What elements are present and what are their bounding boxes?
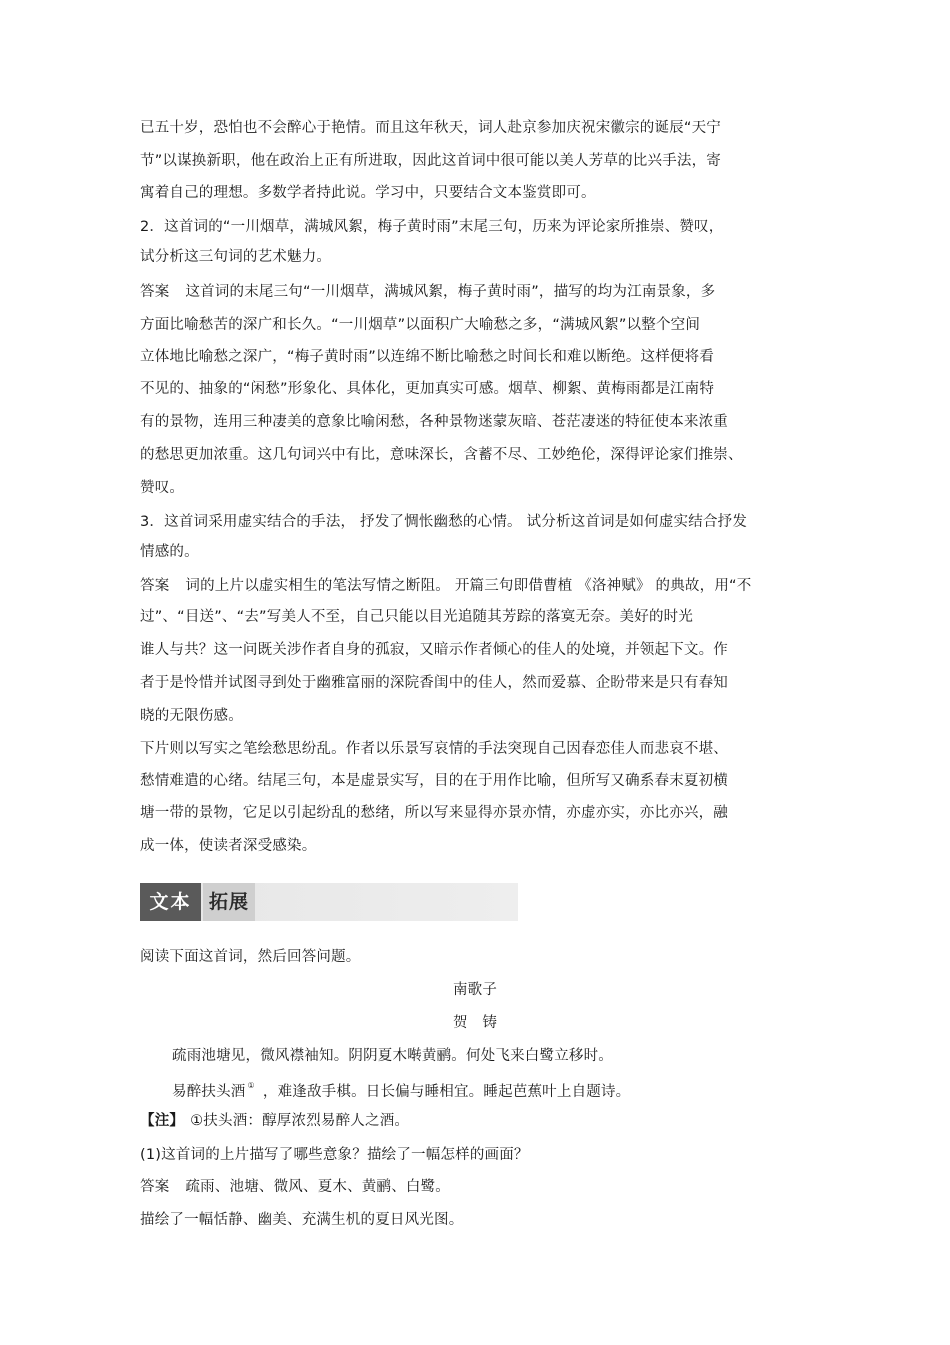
answer-1-line: 描绘了一幅恬静、幽美、充满生机的夏日风光图。 — [140, 1212, 464, 1228]
poem-text: 易醉扶头酒 — [172, 1083, 246, 1100]
answer-3-line: 下片则以写实之笔绘愁思纷乱。作者以乐景写哀情的手法突现自己因春恋佳人而悲哀不堪、 — [140, 741, 728, 757]
answer-label: 答案 — [140, 1179, 170, 1195]
answer-label: 答案 — [140, 284, 170, 300]
footnote-mark: ① — [247, 1081, 255, 1090]
answer-label: 答案 — [140, 578, 170, 594]
answer-2-line: 赞叹。 — [140, 480, 185, 496]
poem-title: 南歌子 — [452, 982, 498, 998]
poem-line: 疏雨池塘见，微风襟袖知。阴阴夏木啭黄鹂。何处飞来白鹭立移时。 — [172, 1048, 613, 1064]
question-3-line: 情感的。 — [140, 544, 199, 560]
answer-text: 这首词的末尾三句“一川烟草，满城风絮，梅子黄时雨”，描写的均为江南景象，多 — [185, 284, 716, 300]
note-tag: 【注】 — [140, 1113, 185, 1129]
banner-title-light: 拓展 — [203, 883, 255, 921]
answer-3-line: 过”、“目送”、“去”写美人不至，自己只能以目光追随其芳踪的落寞无奈。美好的时光 — [140, 609, 694, 625]
section-banner — [140, 883, 518, 921]
banner-title-dark: 文本 — [140, 883, 201, 921]
answer-2-line: 有的景物，连用三种凄美的意象比喻闲愁，各种景物迷蒙灰暗、苍茫凄迷的特征使本来浓重 — [140, 414, 728, 430]
answer-2-line: 的愁思更加浓重。这几句词兴中有比，意味深长，含蓄不尽、工妙绝伦，深得评论家们推崇、 — [140, 447, 743, 463]
answer-3-first-line — [140, 577, 751, 595]
answer-3-line: 谁人与共？这一问既关涉作者自身的孤寂，又暗示作者倾心的佳人的处境，并领起下文。作 — [140, 642, 728, 658]
answer-2-line: 立体地比喻愁之深广，“梅子黄时雨”以连绵不断比喻愁之时间长和难以断绝。这样便将看 — [140, 349, 715, 365]
poem-text: ，难逢敌手棋。日长偏与睡相宜。睡起芭蕉叶上自题诗。 — [262, 1083, 631, 1100]
answer-3-line: 成一体，使读者深受感染。 — [140, 838, 317, 854]
body-text-line: 节”以谋换新职，他在政治上正有所进取，因此这首词中很可能以美人芳草的比兴手法，寄 — [140, 153, 722, 169]
answer-2-line: 不见的、抽象的“闲愁”形象化、具体化，更加真实可感。烟草、柳絮、黄梅雨都是江南特 — [140, 381, 715, 397]
poem-author: 贺 铸 — [452, 1015, 498, 1031]
question-2-line: 2．这首词的“一川烟草，满城风絮，梅子黄时雨”末尾三句，历来为评论家所推崇、赞叹， — [140, 219, 724, 235]
poem-note — [140, 1112, 409, 1130]
answer-2-first-line — [140, 283, 715, 301]
poem-line — [172, 1079, 630, 1101]
question-2-line: 试分析这三句词的艺术魅力。 — [140, 249, 332, 265]
answer-3-line: 塘一带的景物，它足以引起纷乱的愁绪，所以写来显得亦景亦情，亦虚亦实，亦比亦兴，融 — [140, 805, 728, 821]
body-text-line: 寓着自己的理想。多数学者持此说。学习中，只要结合文本鉴赏即可。 — [140, 185, 596, 201]
answer-3-line: 晓的无限伤感。 — [140, 708, 243, 724]
answer-text: 疏雨、池塘、微风、夏木、黄鹂、白鹭。 — [185, 1179, 451, 1195]
answer-3-line: 愁情难遣的心绪。结尾三句，本是虚景实写，目的在于用作比喻，但所写又确系春末夏初横 — [140, 773, 728, 789]
answer-2-line: 方面比喻愁苦的深广和长久。“一川烟草”以面积广大喻愁之多，“满城风絮”以整个空间 — [140, 317, 701, 333]
answer-1-first-line — [140, 1178, 450, 1196]
answer-3-line: 者于是怜惜并试图寻到处于幽雅富丽的深院香闺中的佳人，然而爱慕、企盼带来是只有春知 — [140, 675, 728, 691]
question-3-line: 3．这首词采用虚实结合的手法， 抒发了惆怅幽愁的心情。 试分析这首词是如何虚实结合抒发 — [140, 514, 748, 530]
answer-text: 词的上片以虚实相生的笔法写情之断阻。 开篇三句即借曹植 《洛神赋》 的典故，用“不 — [185, 578, 752, 594]
note-text: ①扶头酒：醇厚浓烈易醉人之酒。 — [190, 1113, 410, 1129]
body-text-line: 已五十岁，恐怕也不会醉心于艳情。而且这年秋天，词人赴京参加庆祝宋徽宗的诞辰“天宁 — [140, 120, 722, 136]
reading-intro: 阅读下面这首词，然后回答问题。 — [140, 949, 361, 965]
question-1: (1)这首词的上片描写了哪些意象？描绘了一幅怎样的画面？ — [140, 1147, 529, 1163]
